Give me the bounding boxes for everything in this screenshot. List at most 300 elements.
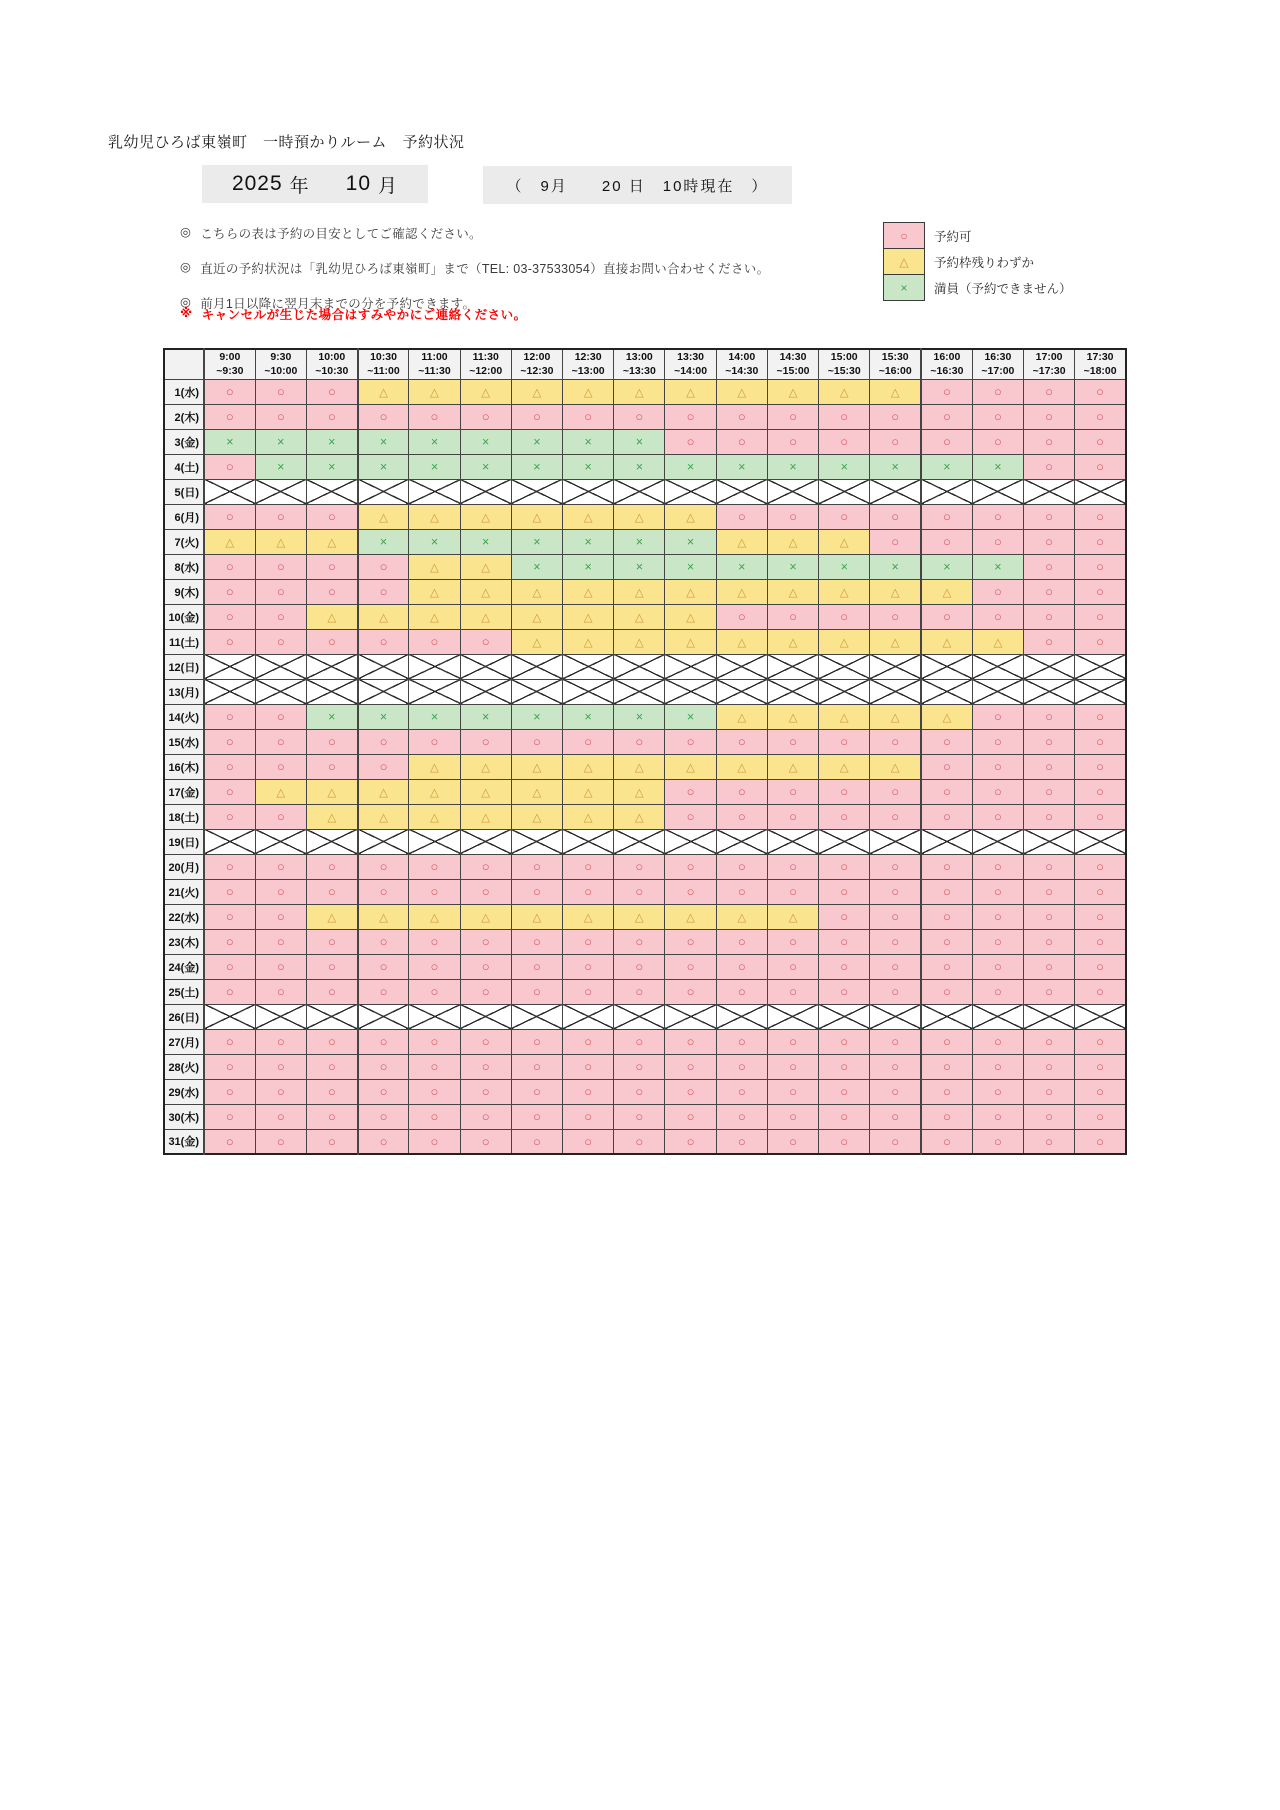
- day-label: 2(木): [164, 404, 204, 429]
- slot-cell: ○: [306, 879, 357, 904]
- time-header: 11:30 ~12:00: [460, 349, 511, 379]
- slot-cell: △: [870, 379, 921, 404]
- slot-cell: ○: [819, 504, 870, 529]
- slot-cell: △: [665, 579, 716, 604]
- slot-cell: ○: [306, 579, 357, 604]
- slot-cell: ○: [563, 879, 614, 904]
- slot-cell: △: [409, 504, 460, 529]
- slot-cell: ○: [665, 854, 716, 879]
- slot-cell: ○: [1075, 429, 1126, 454]
- slot-cell: ×: [511, 454, 562, 479]
- slot-cell: ○: [563, 1104, 614, 1129]
- slot-cell: ○: [306, 1129, 357, 1154]
- slot-cell: ○: [921, 779, 972, 804]
- slot-cell: ○: [255, 379, 306, 404]
- slot-cell: ○: [716, 604, 767, 629]
- slot-cell: ○: [870, 904, 921, 929]
- slot-cell: ○: [921, 1054, 972, 1079]
- slot-cell: ○: [614, 729, 665, 754]
- month-value: 10: [345, 172, 372, 195]
- slot-cell: ○: [255, 979, 306, 1004]
- slot-cell: [665, 829, 716, 854]
- slot-cell: ○: [358, 854, 409, 879]
- slot-cell: △: [409, 379, 460, 404]
- slot-cell: ○: [358, 1079, 409, 1104]
- slot-cell: ○: [870, 804, 921, 829]
- slot-cell: ○: [665, 729, 716, 754]
- slot-cell: [358, 654, 409, 679]
- slot-cell: [767, 654, 818, 679]
- slot-cell: ×: [460, 704, 511, 729]
- slot-cell: ×: [767, 454, 818, 479]
- slot-cell: [614, 654, 665, 679]
- slot-cell: ○: [306, 954, 357, 979]
- slot-cell: [1024, 829, 1075, 854]
- slot-cell: ○: [358, 954, 409, 979]
- slot-cell: ○: [716, 1104, 767, 1129]
- slot-cell: ○: [972, 854, 1023, 879]
- as-of-date: （ 9月 20 日 10時現在 ）: [483, 166, 792, 204]
- table-row: [164, 1029, 1126, 1054]
- slot-cell: [1075, 654, 1126, 679]
- slot-cell: ○: [921, 429, 972, 454]
- slot-cell: ○: [870, 404, 921, 429]
- slot-cell: ○: [1075, 1079, 1126, 1104]
- slot-cell: ○: [1075, 954, 1126, 979]
- slot-cell: ×: [358, 454, 409, 479]
- slot-cell: ○: [511, 854, 562, 879]
- slot-cell: ○: [767, 779, 818, 804]
- slot-cell: ○: [665, 804, 716, 829]
- slot-cell: △: [511, 504, 562, 529]
- slot-cell: ○: [255, 629, 306, 654]
- slot-cell: ○: [767, 1079, 818, 1104]
- slot-cell: △: [819, 529, 870, 554]
- slot-cell: ○: [870, 604, 921, 629]
- slot-cell: [972, 479, 1023, 504]
- slot-cell: [563, 479, 614, 504]
- slot-cell: △: [511, 804, 562, 829]
- slot-cell: ○: [563, 979, 614, 1004]
- slot-cell: ○: [204, 904, 255, 929]
- slot-cell: ○: [1075, 1054, 1126, 1079]
- slot-cell: ○: [972, 1079, 1023, 1104]
- time-header: 13:00 ~13:30: [614, 349, 665, 379]
- slot-cell: ○: [665, 1079, 716, 1104]
- slot-cell: ○: [204, 554, 255, 579]
- slot-cell: [972, 654, 1023, 679]
- slot-cell: △: [716, 629, 767, 654]
- slot-cell: [358, 1004, 409, 1029]
- slot-cell: △: [563, 604, 614, 629]
- slot-cell: △: [460, 504, 511, 529]
- slot-cell: ○: [972, 579, 1023, 604]
- slot-cell: △: [409, 554, 460, 579]
- slot-cell: ○: [563, 729, 614, 754]
- slot-cell: ○: [614, 879, 665, 904]
- slot-cell: ○: [1024, 379, 1075, 404]
- slot-cell: ○: [665, 1054, 716, 1079]
- slot-cell: ○: [921, 954, 972, 979]
- slot-cell: ○: [870, 1129, 921, 1154]
- time-header: 16:00 ~16:30: [921, 349, 972, 379]
- slot-cell: △: [511, 629, 562, 654]
- slot-cell: ○: [716, 429, 767, 454]
- circle-symbol-icon: ○: [883, 222, 925, 249]
- slot-cell: ○: [306, 979, 357, 1004]
- slot-cell: ○: [819, 429, 870, 454]
- slot-cell: [563, 679, 614, 704]
- slot-cell: ○: [819, 1129, 870, 1154]
- slot-cell: ○: [1024, 879, 1075, 904]
- slot-cell: [358, 479, 409, 504]
- slot-cell: [511, 1004, 562, 1029]
- legend-label: 予約可: [934, 229, 972, 244]
- slot-cell: ○: [716, 1054, 767, 1079]
- reservation-table: [163, 348, 1127, 1155]
- slot-cell: ○: [204, 979, 255, 1004]
- slot-cell: [306, 1004, 357, 1029]
- slot-cell: ○: [460, 629, 511, 654]
- slot-cell: [306, 829, 357, 854]
- slot-cell: ○: [409, 1079, 460, 1104]
- slot-cell: ○: [972, 1029, 1023, 1054]
- slot-cell: ○: [972, 729, 1023, 754]
- slot-cell: [665, 1004, 716, 1029]
- slot-cell: [409, 829, 460, 854]
- slot-cell: ○: [255, 1054, 306, 1079]
- slot-cell: ×: [870, 554, 921, 579]
- slot-cell: ○: [716, 804, 767, 829]
- slot-cell: ○: [767, 1129, 818, 1154]
- slot-cell: ○: [1075, 404, 1126, 429]
- slot-cell: ○: [1024, 504, 1075, 529]
- slot-cell: △: [306, 529, 357, 554]
- slot-cell: ○: [767, 804, 818, 829]
- slot-cell: ○: [204, 729, 255, 754]
- slot-cell: ×: [614, 704, 665, 729]
- slot-cell: ○: [460, 1054, 511, 1079]
- slot-cell: ○: [921, 904, 972, 929]
- slot-cell: [409, 654, 460, 679]
- slot-cell: ○: [921, 1079, 972, 1104]
- table-row: [164, 754, 1126, 779]
- slot-cell: ×: [665, 554, 716, 579]
- day-label: 1(水): [164, 379, 204, 404]
- slot-cell: [972, 1004, 1023, 1029]
- slot-cell: ×: [306, 704, 357, 729]
- slot-cell: ○: [921, 929, 972, 954]
- slot-cell: ○: [358, 929, 409, 954]
- slot-cell: ○: [204, 579, 255, 604]
- slot-cell: [665, 654, 716, 679]
- time-header: 17:00 ~17:30: [1024, 349, 1075, 379]
- slot-cell: ○: [1024, 979, 1075, 1004]
- slot-cell: ×: [511, 704, 562, 729]
- legend-row-full: [883, 274, 1072, 301]
- day-label: 5(日): [164, 479, 204, 504]
- slot-cell: ○: [563, 854, 614, 879]
- note-marker-icon: ◎: [180, 225, 192, 239]
- slot-cell: △: [767, 754, 818, 779]
- slot-cell: △: [767, 704, 818, 729]
- slot-cell: ×: [511, 554, 562, 579]
- slot-cell: [819, 654, 870, 679]
- slot-cell: ○: [870, 1079, 921, 1104]
- table-row: [164, 579, 1126, 604]
- slot-cell: ○: [767, 1054, 818, 1079]
- slot-cell: △: [614, 504, 665, 529]
- slot-cell: △: [255, 779, 306, 804]
- slot-cell: △: [460, 604, 511, 629]
- table-row: [164, 1079, 1126, 1104]
- slot-cell: ○: [255, 1104, 306, 1129]
- slot-cell: ○: [204, 1054, 255, 1079]
- slot-cell: ○: [972, 904, 1023, 929]
- day-label: 8(水): [164, 554, 204, 579]
- slot-cell: ×: [409, 529, 460, 554]
- slot-cell: ○: [870, 979, 921, 1004]
- slot-cell: ○: [511, 1129, 562, 1154]
- slot-cell: ○: [204, 604, 255, 629]
- slot-cell: [1075, 829, 1126, 854]
- table-row: [164, 1129, 1126, 1154]
- slot-cell: △: [511, 379, 562, 404]
- slot-cell: ○: [1024, 704, 1075, 729]
- slot-cell: ○: [1024, 454, 1075, 479]
- time-header: 9:00 ~9:30: [204, 349, 255, 379]
- slot-cell: [716, 679, 767, 704]
- slot-cell: △: [563, 754, 614, 779]
- slot-cell: ○: [921, 529, 972, 554]
- slot-cell: [614, 829, 665, 854]
- slot-cell: ○: [1024, 904, 1075, 929]
- cancel-warning: [180, 305, 527, 323]
- slot-cell: △: [819, 629, 870, 654]
- slot-cell: ○: [870, 929, 921, 954]
- slot-cell: ○: [767, 504, 818, 529]
- note-marker-icon: ◎: [180, 260, 192, 274]
- slot-cell: ○: [767, 854, 818, 879]
- slot-cell: [1024, 654, 1075, 679]
- slot-cell: ○: [511, 1079, 562, 1104]
- slot-cell: ○: [204, 404, 255, 429]
- slot-cell: [409, 679, 460, 704]
- slot-cell: △: [306, 779, 357, 804]
- slot-cell: ○: [255, 904, 306, 929]
- slot-cell: ○: [306, 379, 357, 404]
- slot-cell: ○: [409, 1104, 460, 1129]
- slot-cell: △: [972, 629, 1023, 654]
- slot-cell: ○: [921, 1129, 972, 1154]
- time-header: 12:30 ~13:00: [563, 349, 614, 379]
- slot-cell: ×: [665, 704, 716, 729]
- slot-cell: ○: [665, 954, 716, 979]
- slot-cell: ○: [511, 404, 562, 429]
- time-header: 10:30 ~11:00: [358, 349, 409, 379]
- slot-cell: ○: [255, 854, 306, 879]
- slot-cell: △: [716, 579, 767, 604]
- slot-cell: △: [819, 379, 870, 404]
- slot-cell: △: [767, 379, 818, 404]
- day-label: 14(火): [164, 704, 204, 729]
- slot-cell: ○: [460, 929, 511, 954]
- slot-cell: ○: [204, 454, 255, 479]
- slot-cell: [921, 1004, 972, 1029]
- slot-cell: ○: [665, 779, 716, 804]
- slot-cell: ○: [819, 1054, 870, 1079]
- slot-cell: [665, 679, 716, 704]
- slot-cell: [358, 829, 409, 854]
- slot-cell: ×: [563, 429, 614, 454]
- slot-cell: ○: [972, 1104, 1023, 1129]
- slot-cell: ○: [358, 579, 409, 604]
- slot-cell: ○: [1075, 854, 1126, 879]
- slot-cell: ×: [460, 529, 511, 554]
- slot-cell: ○: [921, 979, 972, 1004]
- slot-cell: ○: [614, 1079, 665, 1104]
- slot-cell: ○: [255, 604, 306, 629]
- table-row: [164, 454, 1126, 479]
- slot-cell: ○: [614, 1129, 665, 1154]
- triangle-symbol-icon: △: [883, 248, 925, 275]
- slot-cell: △: [511, 754, 562, 779]
- slot-cell: ○: [870, 1054, 921, 1079]
- day-label: 6(月): [164, 504, 204, 529]
- day-label: 31(金): [164, 1129, 204, 1154]
- slot-cell: ○: [255, 729, 306, 754]
- slot-cell: ○: [1024, 604, 1075, 629]
- slot-cell: [716, 829, 767, 854]
- day-label: 12(日): [164, 654, 204, 679]
- slot-cell: △: [409, 779, 460, 804]
- slot-cell: ○: [921, 729, 972, 754]
- slot-cell: △: [409, 754, 460, 779]
- slot-cell: ○: [1024, 1079, 1075, 1104]
- slot-cell: [819, 479, 870, 504]
- time-header: 9:30 ~10:00: [255, 349, 306, 379]
- slot-cell: ○: [1024, 954, 1075, 979]
- slot-cell: △: [563, 804, 614, 829]
- slot-cell: ○: [460, 954, 511, 979]
- slot-cell: ○: [1024, 854, 1075, 879]
- slot-cell: △: [614, 804, 665, 829]
- page-title: 乳幼児ひろば東嶺町 一時預かりルーム 予約状況: [108, 134, 465, 151]
- slot-cell: ×: [921, 454, 972, 479]
- slot-cell: ○: [614, 929, 665, 954]
- slot-cell: [255, 654, 306, 679]
- slot-cell: ○: [1024, 729, 1075, 754]
- slot-cell: △: [460, 804, 511, 829]
- slot-cell: ○: [306, 629, 357, 654]
- slot-cell: ○: [1075, 529, 1126, 554]
- slot-cell: △: [358, 779, 409, 804]
- table-row: [164, 504, 1126, 529]
- slot-cell: △: [665, 904, 716, 929]
- slot-cell: [921, 654, 972, 679]
- slot-cell: ○: [511, 954, 562, 979]
- slot-cell: ○: [870, 429, 921, 454]
- slot-cell: △: [819, 754, 870, 779]
- slot-cell: [563, 829, 614, 854]
- slot-cell: ○: [819, 729, 870, 754]
- slot-cell: ×: [614, 554, 665, 579]
- day-label: 18(土): [164, 804, 204, 829]
- slot-cell: [972, 829, 1023, 854]
- slot-cell: ○: [255, 929, 306, 954]
- slot-cell: ○: [870, 854, 921, 879]
- table-row: [164, 704, 1126, 729]
- slot-cell: ×: [409, 704, 460, 729]
- time-header-row: [164, 349, 1126, 379]
- slot-cell: ○: [1075, 379, 1126, 404]
- slot-cell: [563, 1004, 614, 1029]
- slot-cell: △: [870, 704, 921, 729]
- day-label: 25(土): [164, 979, 204, 1004]
- slot-cell: [921, 479, 972, 504]
- slot-cell: ○: [972, 1054, 1023, 1079]
- slot-cell: ○: [767, 929, 818, 954]
- day-label: 4(土): [164, 454, 204, 479]
- slot-cell: [460, 654, 511, 679]
- table-row: [164, 1054, 1126, 1079]
- slot-cell: △: [870, 629, 921, 654]
- slot-cell: ○: [767, 429, 818, 454]
- slot-cell: ○: [716, 779, 767, 804]
- slot-cell: [1024, 479, 1075, 504]
- time-header: 12:00 ~12:30: [511, 349, 562, 379]
- slot-cell: ○: [204, 504, 255, 529]
- note-item: [180, 224, 769, 242]
- day-label: 9(木): [164, 579, 204, 604]
- slot-cell: △: [204, 529, 255, 554]
- slot-cell: [767, 679, 818, 704]
- slot-cell: [358, 679, 409, 704]
- slot-cell: ○: [460, 1029, 511, 1054]
- legend: [883, 222, 1072, 301]
- slot-cell: [204, 829, 255, 854]
- slot-cell: △: [767, 904, 818, 929]
- slot-cell: ○: [716, 1029, 767, 1054]
- slot-cell: [716, 1004, 767, 1029]
- note-item: [180, 259, 769, 277]
- table-row: [164, 679, 1126, 704]
- slot-cell: ○: [204, 1104, 255, 1129]
- slot-cell: ○: [1075, 454, 1126, 479]
- slot-cell: △: [563, 504, 614, 529]
- day-label: 24(金): [164, 954, 204, 979]
- slot-cell: ○: [563, 1054, 614, 1079]
- slot-cell: ○: [358, 1054, 409, 1079]
- note-text: 前月1日以降に翌月末までの分を予約できます。: [200, 297, 476, 311]
- slot-cell: ○: [563, 1129, 614, 1154]
- slot-cell: ○: [1075, 729, 1126, 754]
- slot-cell: △: [716, 529, 767, 554]
- day-label: 28(火): [164, 1054, 204, 1079]
- slot-cell: △: [511, 904, 562, 929]
- table-row: [164, 629, 1126, 654]
- day-label: 20(月): [164, 854, 204, 879]
- cross-symbol-icon: ×: [883, 274, 925, 301]
- table-row: [164, 854, 1126, 879]
- slot-cell: [460, 679, 511, 704]
- slot-cell: △: [511, 579, 562, 604]
- slot-cell: ×: [409, 429, 460, 454]
- slot-cell: [255, 679, 306, 704]
- slot-cell: ×: [614, 429, 665, 454]
- slot-cell: ×: [563, 554, 614, 579]
- slot-cell: ○: [767, 604, 818, 629]
